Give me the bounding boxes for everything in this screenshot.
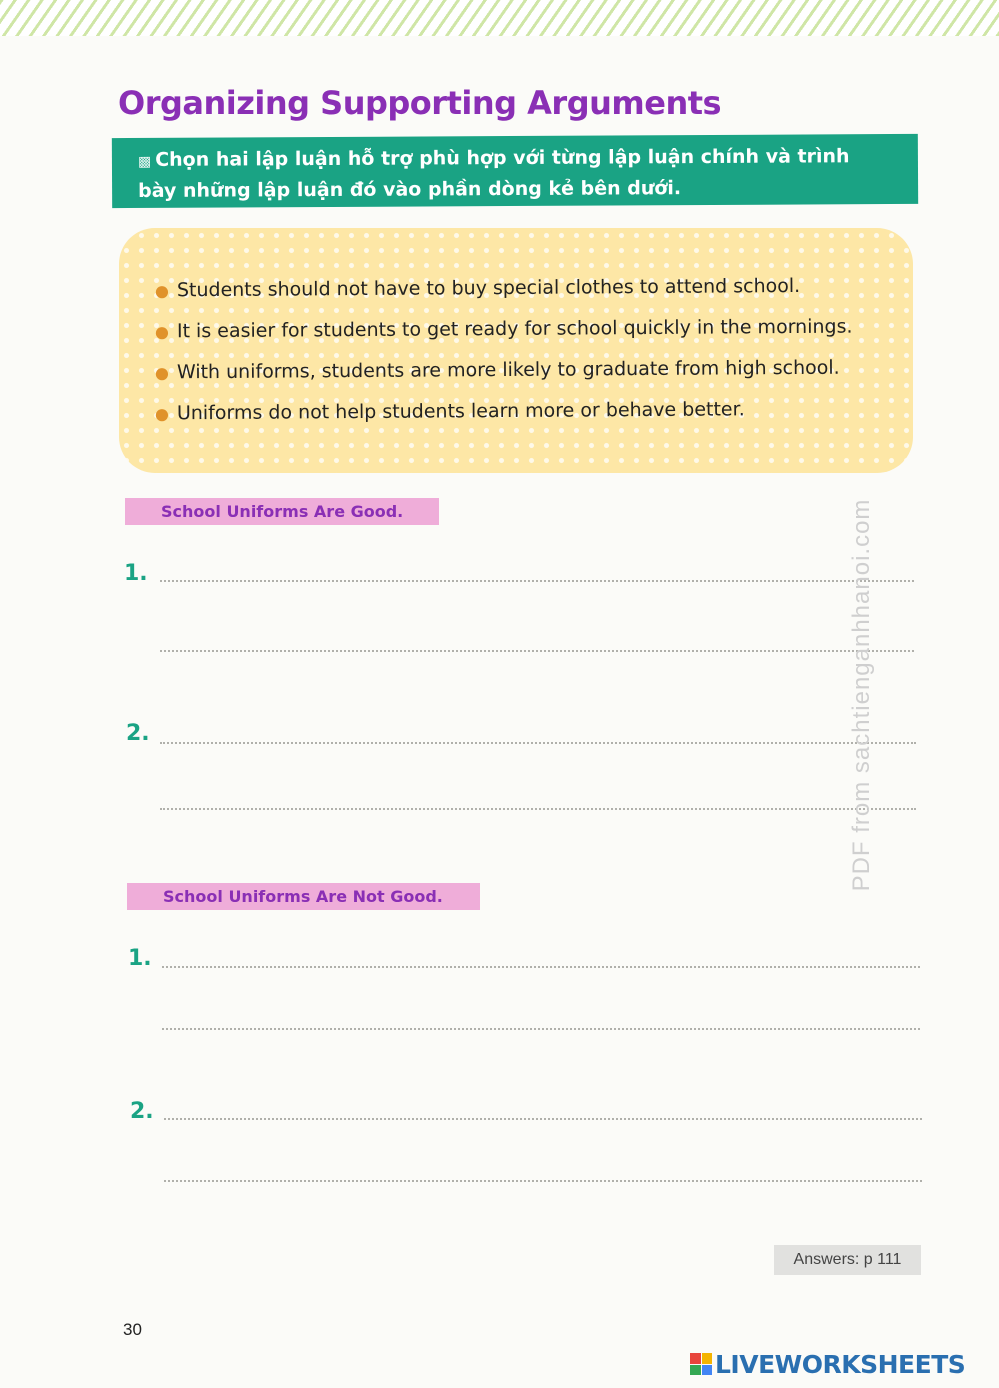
answer-line-notgood-2b[interactable] [164, 1180, 922, 1182]
answer-line-notgood-1b[interactable] [162, 1028, 920, 1030]
argument-item: ● With uniforms, students are more likely to graduate from high school. [154, 356, 840, 384]
argument-item: ● Uniforms do not help students learn more or behave better. [154, 398, 745, 425]
item-number: 1. [128, 946, 152, 971]
watermark-text: PDF from sachtienganhhanoi.com [848, 498, 875, 892]
page-number: 30 [123, 1320, 142, 1339]
bullet-icon: ● [154, 281, 169, 301]
answers-reference: Answers: p 111 [774, 1245, 921, 1275]
arguments-list [155, 276, 853, 440]
answer-line-good-1b[interactable] [160, 650, 914, 652]
item-number: 2. [130, 1099, 154, 1124]
item-number: 1. [124, 561, 148, 586]
bullet-icon: ● [154, 404, 169, 424]
arguments-box [119, 228, 913, 473]
argument-item: ● It is easier for students to get ready for school quickly in the mornings. [154, 315, 853, 343]
section-header-not-good: School Uniforms Are Not Good. [127, 883, 480, 910]
instruction-text: Chọn hai lập luận hỗ trợ phù hợp với từng lập luận chính và trình bày những lập luận đó vào phần dòng kẻ bên dưới. [138, 145, 850, 202]
answer-line-good-2a[interactable] [160, 742, 916, 744]
page-title: Organizing Supporting Arguments [118, 84, 722, 122]
liveworksheets-logo-icon [690, 1353, 712, 1375]
answer-line-good-1a[interactable] [160, 580, 914, 582]
watermark-container [836, 465, 888, 925]
section-header-good: School Uniforms Are Good. [125, 498, 439, 525]
answer-line-notgood-1a[interactable] [162, 966, 920, 968]
liveworksheets-brand[interactable] [690, 1349, 965, 1379]
answer-line-good-2b[interactable] [160, 808, 916, 810]
brand-name: LIVEWORKSHEETS [715, 1349, 966, 1379]
instruction-bar [112, 134, 918, 208]
bullet-icon: ● [154, 322, 169, 342]
top-stripe-decoration [0, 0, 999, 36]
argument-item: ● Students should not have to buy special clothes to attend school. [154, 274, 801, 302]
hatch-icon: ▩ [137, 153, 152, 170]
answer-line-notgood-2a[interactable] [164, 1118, 922, 1120]
bullet-icon: ● [154, 363, 169, 383]
item-number: 2. [126, 721, 150, 746]
